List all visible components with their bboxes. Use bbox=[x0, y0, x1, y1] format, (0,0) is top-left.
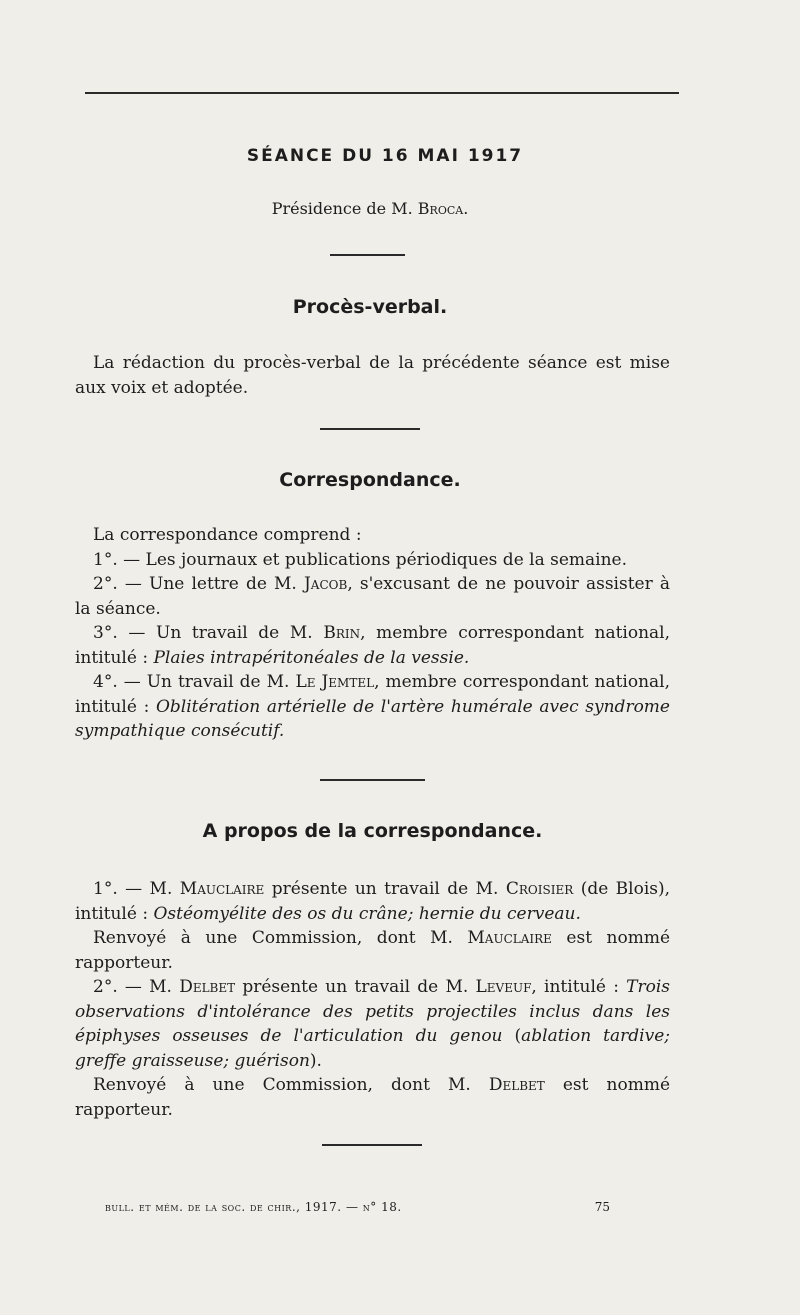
work-title: Trois observations d'intolérance des petits projectiles inclus dans les épiphyses osseuses de l'articulation du genou bbox=[75, 977, 671, 1046]
work-title: Plaies intrapéritonéales de la vessie. bbox=[153, 647, 470, 668]
proces-verbal-paragraph bbox=[75, 351, 670, 400]
correspondance-item-2: 2°. — Une lettre de M. Jacob, s'excusant de ne pouvoir assister à la séance. bbox=[75, 574, 670, 619]
section-divider bbox=[322, 1144, 422, 1146]
a-propos-block bbox=[75, 877, 670, 1122]
president-name: Broca. bbox=[417, 199, 469, 218]
presidence-line bbox=[0, 199, 740, 218]
correspondance-block bbox=[75, 523, 670, 744]
correspondance-intro: La correspondance comprend : bbox=[93, 525, 362, 545]
person-name: Jacob bbox=[303, 574, 348, 594]
section-divider bbox=[320, 428, 420, 430]
person-name: Croisier bbox=[505, 879, 574, 899]
a-propos-referral-1: Renvoyé à une Commission, dont M. Mauclaire est nommé rapporteur. bbox=[75, 928, 671, 973]
person-name: Le Jemtel bbox=[295, 672, 375, 692]
person-name: Mauclaire bbox=[467, 928, 552, 948]
page-number: 75 bbox=[594, 1200, 610, 1214]
journal-reference: bull. et mém. de la soc. de chir., 1917. — n° 18. bbox=[105, 1200, 402, 1214]
top-rule bbox=[85, 92, 679, 94]
heading-correspondance: Correspondance. bbox=[279, 469, 461, 491]
session-title: SÉANCE DU 16 MAI 1917 bbox=[246, 146, 524, 166]
heading-proces-verbal: Procès-verbal. bbox=[292, 296, 448, 318]
a-propos-referral-2: Renvoyé à une Commission, dont M. Delbet est nommé rapporteur. bbox=[75, 1075, 671, 1120]
work-title: Oblitération artérielle de l'artère humérale avec syndrome sympathique consécutif. bbox=[75, 696, 670, 741]
correspondance-item-1: 1°. — Les journaux et publications périodiques de la semaine. bbox=[93, 549, 628, 570]
a-propos-item-2: 2°. — M. Delbet présente un travail de M. Leveuf, intitulé : Trois observations d'intolérance des petits projectiles inclus dans les épiphyses osseuses de l'articulation du genou (ablation tardive; greffe graisseuse; guérison). bbox=[75, 977, 671, 1071]
page-footer bbox=[105, 1200, 610, 1214]
section-divider bbox=[330, 254, 405, 256]
person-name: Mauclaire bbox=[179, 879, 265, 899]
person-name: Brin bbox=[323, 623, 361, 643]
presidence-prefix: Présidence de M. bbox=[271, 199, 413, 218]
correspondance-item-4: 4°. — Un travail de M. Le Jemtel, membre correspondant national, intitulé : Oblitération artérielle de l'artère humérale avec syndrome sympathique consécutif. bbox=[75, 672, 671, 741]
a-propos-item-1: 1°. — M. Mauclaire présente un travail de M. Croisier (de Blois), intitulé : Ostéomyélite des os du crâne; hernie du cerveau. bbox=[75, 879, 671, 924]
person-name: Delbet bbox=[179, 977, 236, 997]
work-subtitle: ablation tardive; greffe graisseuse; guérison bbox=[75, 1026, 670, 1071]
heading-a-propos: A propos de la correspondance. bbox=[202, 820, 543, 842]
section-divider bbox=[320, 779, 425, 781]
proces-verbal-text: La rédaction du procès-verbal de la précédente séance est mise aux voix et adoptée. bbox=[75, 353, 670, 398]
person-name: Leveuf bbox=[475, 977, 532, 997]
work-title: Ostéomyélite des os du crâne; hernie du cerveau. bbox=[153, 903, 581, 924]
person-name: Delbet bbox=[488, 1075, 545, 1095]
correspondance-item-3: 3°. — Un travail de M. Brin, membre correspondant national, intitulé : Plaies intrapéritonéales de la vessie. bbox=[75, 623, 671, 668]
